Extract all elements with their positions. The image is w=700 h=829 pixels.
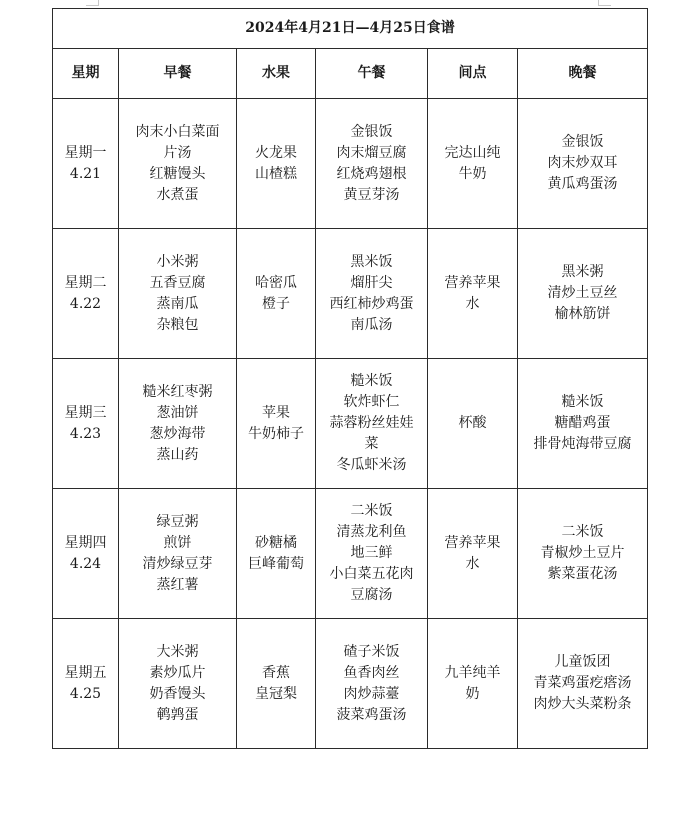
menu-item-line: 肉炒蒜薹 xyxy=(343,685,400,702)
fruit-cell xyxy=(237,99,316,229)
menu-item-line: 冬瓜虾米汤 xyxy=(336,457,407,473)
menu-item-line: 大米粥 xyxy=(156,643,199,660)
menu-item-line: 肉末熘豆腐 xyxy=(336,144,407,161)
menu-item-line: 西红柿炒鸡蛋 xyxy=(329,295,414,312)
menu-item-line: 星期一 xyxy=(64,144,107,161)
menu-item-line: 五香豆腐 xyxy=(149,274,206,291)
menu-item-line: 葱炒海带 xyxy=(149,425,206,442)
menu-item-line: 肉炒大头菜粉条 xyxy=(533,696,632,712)
menu-item-line: 排骨炖海带豆腐 xyxy=(533,436,632,452)
day-cell xyxy=(53,99,119,229)
lunch-cell xyxy=(316,99,428,229)
menu-item-line: 4.25 xyxy=(69,685,102,702)
menu-item-line: 绿豆粥 xyxy=(156,513,199,530)
dinner-cell xyxy=(518,99,648,229)
menu-item-line: 牛奶柿子 xyxy=(248,425,304,442)
menu-item-line: 黄豆芽汤 xyxy=(343,186,400,203)
menu-item-line: 紫菜蛋花汤 xyxy=(547,566,618,582)
menu-item-line: 砂糖橘 xyxy=(255,534,297,551)
menu-item-line: 4.22 xyxy=(69,295,102,312)
menu-item-line: 牛奶 xyxy=(458,165,487,182)
menu-item-line: 山楂糕 xyxy=(255,165,297,182)
day-cell xyxy=(53,489,119,619)
menu-item-line: 蒜蓉粉丝娃娃 xyxy=(329,415,414,431)
menu-item-line: 4.24 xyxy=(69,555,102,572)
menu-item-line: 完达山纯 xyxy=(444,144,501,161)
menu-item-line: 黑米粥 xyxy=(561,264,604,280)
menu-item-line: 黄瓜鸡蛋汤 xyxy=(547,176,618,192)
menu-item-line: 二米饭 xyxy=(350,503,393,519)
menu-item-line: 星期五 xyxy=(64,664,107,681)
menu-item-line: 蒸山药 xyxy=(156,446,199,463)
menu-item-line: 星期三 xyxy=(64,404,107,421)
menu-item-line: 营养苹果 xyxy=(444,274,501,291)
breakfast-cell xyxy=(119,359,237,489)
menu-item-line: 片汤 xyxy=(163,144,192,161)
menu-item-line: 煎饼 xyxy=(163,534,192,551)
header-breakfast: 早餐 xyxy=(119,49,237,99)
menu-item-line: 4.21 xyxy=(69,165,102,182)
dinner-cell xyxy=(518,229,648,359)
menu-item-line: 儿童饭团 xyxy=(554,654,611,670)
menu-item-line: 星期二 xyxy=(64,274,107,291)
snack-cell xyxy=(428,359,518,489)
snack-cell xyxy=(428,99,518,229)
menu-item-line: 4.23 xyxy=(69,425,102,442)
menu-item-line: 蒸红薯 xyxy=(156,576,199,593)
breakfast-cell xyxy=(119,489,237,619)
snack-cell xyxy=(428,489,518,619)
dinner-cell xyxy=(518,619,648,749)
menu-item-line: 榆林筋饼 xyxy=(554,306,611,322)
menu-title: 2024年4月21日—4月25日食谱 xyxy=(53,9,648,49)
header-dinner: 晚餐 xyxy=(518,49,648,99)
menu-item-line: 熘肝尖 xyxy=(350,274,393,291)
menu-item-line: 菜 xyxy=(364,436,379,452)
dinner-cell xyxy=(518,359,648,489)
menu-item-line: 金银饭 xyxy=(561,134,604,150)
menu-item-line: 清炒绿豆芽 xyxy=(142,555,213,572)
header-weekday: 星期 xyxy=(53,49,119,99)
breakfast-cell xyxy=(119,99,237,229)
fruit-cell xyxy=(237,359,316,489)
menu-item-line: 哈密瓜 xyxy=(255,274,297,291)
menu-item-line: 糖醋鸡蛋 xyxy=(554,415,611,431)
menu-item-line: 糙米饭 xyxy=(350,373,393,389)
lunch-cell xyxy=(316,619,428,749)
menu-item-line: 巨峰葡萄 xyxy=(248,555,304,572)
table-row xyxy=(53,359,648,489)
menu-item-line: 水煮蛋 xyxy=(156,186,199,203)
snack-cell xyxy=(428,619,518,749)
menu-item-line: 水 xyxy=(465,555,480,572)
menu-item-line: 小白菜五花肉 xyxy=(329,566,414,582)
menu-item-line: 皇冠梨 xyxy=(255,685,297,702)
weekly-menu-table xyxy=(52,8,648,749)
table-row xyxy=(53,489,648,619)
menu-item-line: 葱油饼 xyxy=(156,404,199,421)
menu-item-line: 香蕉 xyxy=(262,664,290,681)
page-corner-mark-left xyxy=(86,0,99,6)
table-row xyxy=(53,99,648,229)
fruit-cell xyxy=(237,619,316,749)
menu-item-line: 鱼香肉丝 xyxy=(343,664,400,681)
menu-item-line: 地三鲜 xyxy=(350,545,393,561)
menu-item-line: 清蒸龙利鱼 xyxy=(336,524,407,540)
menu-item-line: 红烧鸡翅根 xyxy=(336,165,407,182)
menu-item-line: 豆腐汤 xyxy=(350,587,393,603)
menu-item-line: 青椒炒土豆片 xyxy=(540,545,625,561)
snack-cell xyxy=(428,229,518,359)
menu-item-line: 小米粥 xyxy=(156,253,199,270)
table-row xyxy=(53,229,648,359)
menu-item-line: 碴子米饭 xyxy=(343,643,400,660)
day-cell xyxy=(53,359,119,489)
menu-item-line: 清炒土豆丝 xyxy=(547,285,618,301)
menu-item-line: 鹌鹑蛋 xyxy=(156,706,199,723)
menu-item-line: 肉末小白菜面 xyxy=(135,123,220,140)
menu-item-line: 九羊纯羊 xyxy=(444,664,501,681)
header-fruit: 水果 xyxy=(237,49,316,99)
page-corner-mark-right xyxy=(598,0,611,6)
menu-item-line: 糙米红枣粥 xyxy=(142,383,213,400)
fruit-cell xyxy=(237,489,316,619)
menu-item-line: 素炒瓜片 xyxy=(149,664,206,681)
menu-item-line: 杂粮包 xyxy=(156,316,199,333)
menu-item-line: 奶 xyxy=(465,685,480,702)
menu-item-line: 杯酸 xyxy=(458,415,487,431)
menu-item-line: 苹果 xyxy=(262,404,290,421)
lunch-cell xyxy=(316,489,428,619)
menu-item-line: 二米饭 xyxy=(561,524,604,540)
menu-item-line: 南瓜汤 xyxy=(350,316,393,333)
menu-item-line: 星期四 xyxy=(64,534,107,551)
dinner-cell xyxy=(518,489,648,619)
table-row xyxy=(53,619,648,749)
header-lunch: 午餐 xyxy=(316,49,428,99)
menu-item-line: 水 xyxy=(465,295,480,312)
fruit-cell xyxy=(237,229,316,359)
menu-item-line: 黑米饭 xyxy=(350,253,393,270)
menu-item-line: 青菜鸡蛋疙瘩汤 xyxy=(533,675,632,691)
day-cell xyxy=(53,229,119,359)
menu-body xyxy=(53,99,648,749)
menu-item-line: 营养苹果 xyxy=(444,534,501,551)
menu-item-line: 菠菜鸡蛋汤 xyxy=(336,706,407,723)
menu-item-line: 金银饭 xyxy=(350,123,393,140)
breakfast-cell xyxy=(119,229,237,359)
breakfast-cell xyxy=(119,619,237,749)
day-cell xyxy=(53,619,119,749)
lunch-cell xyxy=(316,229,428,359)
header-snack: 间点 xyxy=(428,49,518,99)
menu-item-line: 肉末炒双耳 xyxy=(547,155,618,171)
menu-item-line: 红糖馒头 xyxy=(149,165,206,182)
lunch-cell xyxy=(316,359,428,489)
menu-item-line: 奶香馒头 xyxy=(149,685,206,702)
menu-item-line: 糙米饭 xyxy=(561,394,604,410)
menu-item-line: 火龙果 xyxy=(255,144,297,161)
menu-item-line: 蒸南瓜 xyxy=(156,295,199,312)
menu-item-line: 软炸虾仁 xyxy=(343,394,400,410)
menu-item-line: 橙子 xyxy=(262,295,290,312)
